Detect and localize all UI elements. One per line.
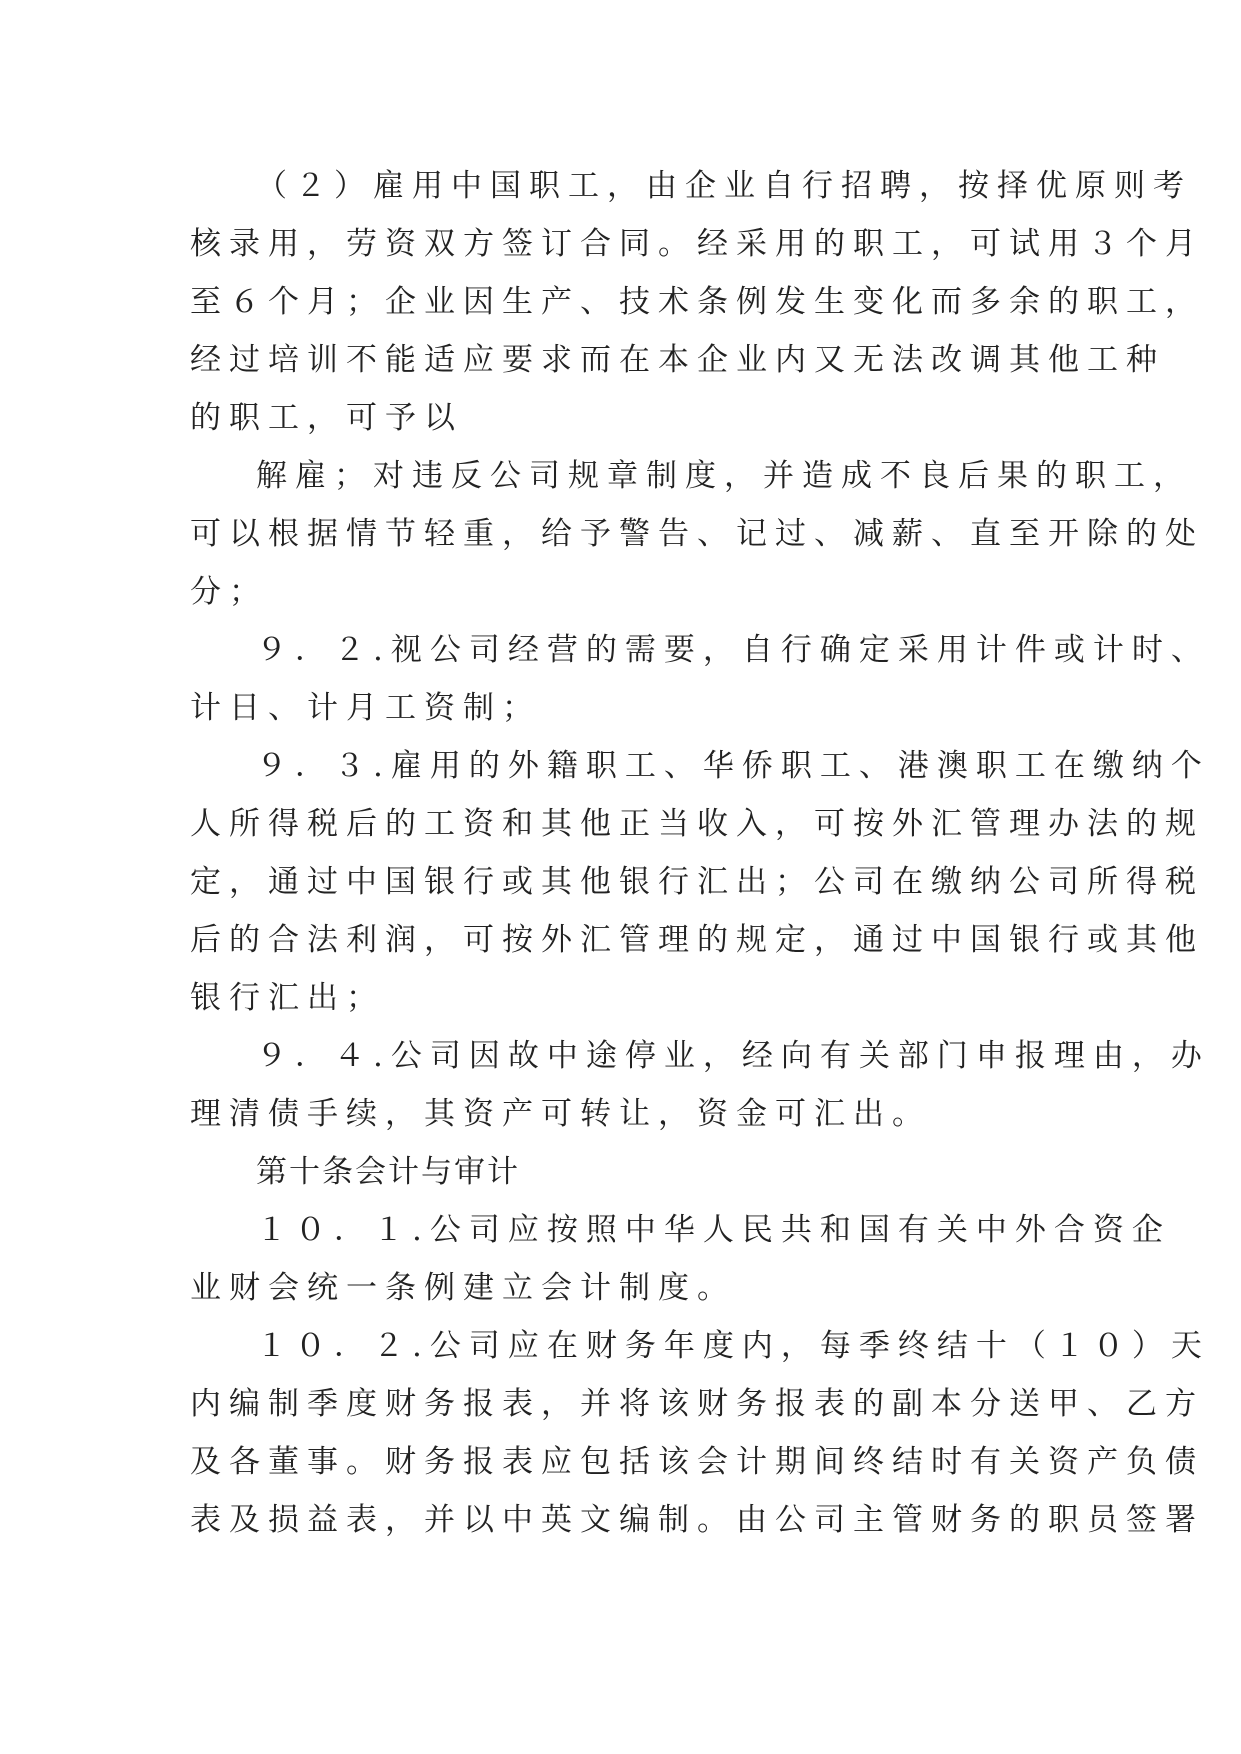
document-body [190, 157, 1210, 1549]
text-line: 至６个月；企业因生产、技术条例发生变化而多余的职工， [190, 284, 1204, 320]
text-line: 业财会统一条例建立会计制度。 [190, 1270, 736, 1306]
section-heading: 第十条会计与审计 [256, 1154, 520, 1190]
text-line: 定，通过中国银行或其他银行汇出；公司在缴纳公司所得税 [190, 864, 1204, 900]
text-line: 核录用，劳资双方签订合同。经采用的职工，可试用３个月 [190, 226, 1204, 262]
text-line: 人所得税后的工资和其他正当收入，可按外汇管理办法的规 [190, 806, 1204, 842]
text-line: 表及损益表，并以中英文编制。由公司主管财务的职员签署 [190, 1502, 1204, 1538]
text-line: 经过培训不能适应要求而在本企业内又无法改调其他工种 [190, 342, 1165, 378]
text-line: ９．４.公司因故中途停业，经向有关部门申报理由，办 [256, 1038, 1210, 1074]
text-line: 内编制季度财务报表，并将该财务报表的副本分送甲、乙方 [190, 1386, 1204, 1422]
text-line: 银行汇出； [190, 980, 385, 1016]
text-line: 后的合法利润，可按外汇管理的规定，通过中国银行或其他 [190, 922, 1204, 958]
text-line: 及各董事。财务报表应包括该会计期间终结时有关资产负债 [190, 1444, 1204, 1480]
text-line: 理清债手续，其资产可转让，资金可汇出。 [190, 1096, 931, 1132]
text-line: １０．２.公司应在财务年度内，每季终结十（１０）天 [256, 1328, 1210, 1364]
text-line: 分； [190, 574, 268, 610]
text-line: １０．１.公司应按照中华人民共和国有关中外合资企 [256, 1212, 1171, 1248]
text-line: （２）雇用中国职工，由企业自行招聘，按择优原则考 [256, 168, 1192, 204]
text-line: ９．２.视公司经营的需要，自行确定采用计件或计时、 [256, 632, 1210, 668]
text-line: 的职工，可予以 [190, 400, 463, 436]
text-line: 可以根据情节轻重，给予警告、记过、减薪、直至开除的处 [190, 516, 1204, 552]
text-line: 计日、计月工资制； [190, 690, 541, 726]
text-line: ９．３.雇用的外籍职工、华侨职工、港澳职工在缴纳个 [256, 748, 1210, 784]
text-line: 解雇；对违反公司规章制度，并造成不良后果的职工， [256, 458, 1192, 494]
